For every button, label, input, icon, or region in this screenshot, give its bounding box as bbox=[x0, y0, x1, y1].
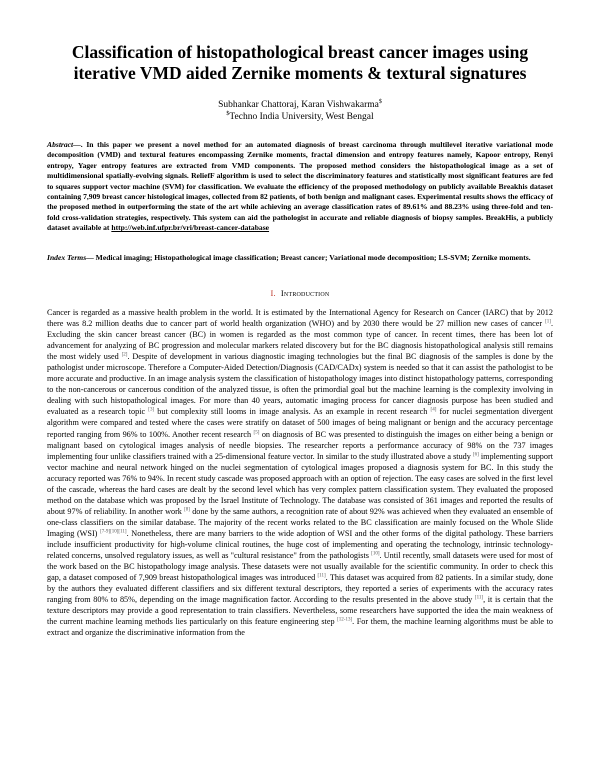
citation-ref[interactable]: [1] bbox=[545, 319, 551, 325]
author-line bbox=[0, 99, 600, 111]
affiliation-line bbox=[0, 111, 600, 123]
body-text-segment: . Excluding the skin cancer breast cancer (BC) in women is regarded as the most common type of cancer. In recent times, there has been lot of advancement for analyzing of BC progression and molecular markers related discovery but for the BC diagnosis histopathological analysis still remains the most widely used bbox=[47, 319, 553, 362]
index-terms-label: Index Terms bbox=[47, 253, 87, 262]
index-terms-text: — Medical imaging; Histopathological image classification; Breast cancer; Variational mode decomposition; LS-SVM; Zernike moments. bbox=[86, 253, 531, 262]
index-terms bbox=[47, 253, 553, 263]
body-text-segment: . This dataset was acquired from 82 patients. In a similar study, done by the authors they evaluated different classifiers and six different textural descriptors, they reported a series of experiments with the accuracy rates ranging from 80% to 85%, depending on the image magnification factor. According to the results presented in the above study bbox=[47, 573, 553, 605]
citation-ref[interactable]: [7-9][10][11] bbox=[100, 529, 127, 535]
citation-ref[interactable]: [8] bbox=[184, 507, 190, 513]
citation-ref[interactable]: [3] bbox=[148, 407, 155, 413]
citation-ref[interactable]: [2] bbox=[121, 352, 128, 358]
section-title: Introduction bbox=[280, 288, 330, 298]
body-text-segment: for nuclei segmentation divergent algorithm were compared and tested where the cases were stratify on dataset of 500 images of being malignant or benign and the accuracy percentage reported ranging from 96% to 100%. Another recent research bbox=[47, 407, 553, 439]
citation-ref[interactable]: [11] bbox=[317, 573, 326, 579]
citation-ref[interactable]: [6] bbox=[472, 451, 479, 457]
abstract-label: Abstract bbox=[47, 140, 74, 149]
dataset-link[interactable]: http://web.inf.ufpr.br/vri/breast-cancer-database bbox=[111, 223, 270, 233]
body-text-segment: implementing support vector machine and neural network hinged on the nuclei segmentation of cytological images proposed a diagnosis system for BC. In this study the accuracy reported was 76% to 94%. In recent study cascade was proposed approach with an option of rejection. The easy cases are solved in the first level of the cascade, whereas the hard cases are dealt by the second level which has very complex pattern classification system. They evaluated the proposed method on the database which was proposed by the Israel Institute of Technology. The database was consisted of 361 images and reported the results of about 97% of reliability. In another work bbox=[47, 451, 553, 516]
body-text-segment: . For them, the machine learning algorithms must be able to extract and organize the discriminative information from the bbox=[47, 617, 553, 638]
citation-ref[interactable]: [5] bbox=[253, 429, 260, 435]
body-text-segment: but complexity still looms in image analysis. As an example in recent research bbox=[154, 407, 431, 417]
abstract bbox=[47, 140, 553, 234]
citation-ref[interactable]: [10] bbox=[371, 551, 380, 557]
section-heading bbox=[0, 287, 600, 299]
body-text-segment: . Nonetheless, there are many barriers to the wide adoption of WSI and the other forms of the digital pathology. These barriers include insufficient productivity for high-volume clinical routines, the huge cost of implementing and operating the technology, intrinsic technology-related concerns, unsolved regulatory issues, as well as "cultural resistance" from the pathologists bbox=[47, 528, 553, 561]
body-text-segment: done by the same authors, a recognition rate of about 92% was achieved when they evaluated an ensemble of one-class classifiers on the similar database. The majority of the recent works related to the BC classification are mainly focused on the Whole Slide Imaging (WSI) bbox=[47, 506, 553, 538]
author-names: Subhankar Chattoraj, Karan Vishwakarma bbox=[218, 100, 379, 110]
body-text-segment: Cancer is regarded as a massive health problem in the world. It is estimated by the International Agency for Research on Cancer (IARC) that by 2012 there was 8.2 million deaths due to cancer part of world health organization (WHO) and by 2030 there would be 27 million new cases of cancer bbox=[47, 308, 553, 329]
body-text-segment: on diagnosis of BC was presented to distinguish the images on either being a benign or malignant based on cytological images analysis of needle biopsies. The researcher reports a performance accuracy of 98% on the 737 images implementing four unlike classifiers trained with a 25-dimensional feature vector. In similar to the study illustrated above a study bbox=[47, 429, 553, 461]
paper-title: Classification of histopathological breast cancer images using iterative VMD aided Zernike moments & textural signatures bbox=[71, 42, 529, 83]
author-sup-mark: $ bbox=[378, 98, 382, 105]
citation-ref[interactable]: [12-13] bbox=[337, 617, 353, 623]
section-number: I. bbox=[270, 288, 276, 298]
body-text-segment: . Despite of development in various diagnostic imaging technologies but the final BC diagnosis of the samples is done by the pathologist under microscope. Therefore a Computer-Aided Detection/Diagnosis (CAD/CADx) system is needed so that it can assist the pathologist to be more accurate and productive. In an image analysis system the classification of histopathology images into distinct histopathology patterns, corresponding to the non-cancerous or cancerous condition of the analyzed tissue, is often the primordial goal but the machine learning is the complexity involving in dealing with such histopathological images. For more than 40 years, automatic imaging process for cancer diagnosis purpose has been studied and evaluated as a research topic bbox=[47, 352, 553, 417]
introduction-body bbox=[47, 307, 553, 769]
citation-ref[interactable]: [11] bbox=[474, 595, 484, 601]
abstract-dash: —. bbox=[73, 140, 83, 149]
abstract-text: In this paper we present a novel method for an automated diagnosis of breast carcinoma through multilevel iterative variational mode decomposition (VMD) and textural features encompassing Zernike moments, fractal dimension and entropy features namely, Kapoor entropy, Renyi entropy, Yager entropy features are extracted from VMD components. The proposed method considers the histopathological image as a set of multidimensional spatially-evolving signals. ReliefF algorithm is used to select the discriminatory features and statistically most significant features are fed to squares support vector machine (SVM) for classification. We evaluate the efficiency of the proposed methodology on publicly available Breakhis dataset containing 7,909 breast cancer histological images, collected from 82 patients, of both benign and malignant cases. Experimental results shows the efficacy of the proposed method in outperforming the state of the art while achieving an average classification rates of 89.61% and 88.23% using three-fold and ten-fold cross-validation strategies, respectively. This system can aid the pathologist in accurate and reliable diagnosis of biopsy samples. BreakHis, a publicly dataset available at bbox=[47, 140, 553, 233]
body-text-segment: , it is certain that the texture descriptors may provide a good representation to train classifiers. Nevertheless, some researchers have supported the idea the main weakness of the current machine learning methods lies particularly on this feature engineering step bbox=[47, 595, 553, 627]
citation-ref[interactable]: [4] bbox=[430, 407, 437, 413]
affiliation: Techno India University, West Bengal bbox=[229, 112, 374, 122]
affiliation-sup-mark: $ bbox=[226, 110, 230, 117]
body-text-segment: . Until recently, small datasets were used for most of the work based on the BC histopathology image analysis. These datasets were not usually available for the scientific community. In order to check this gap, a dataset composed of 7,909 breast histopathological images was introduced bbox=[47, 551, 553, 583]
